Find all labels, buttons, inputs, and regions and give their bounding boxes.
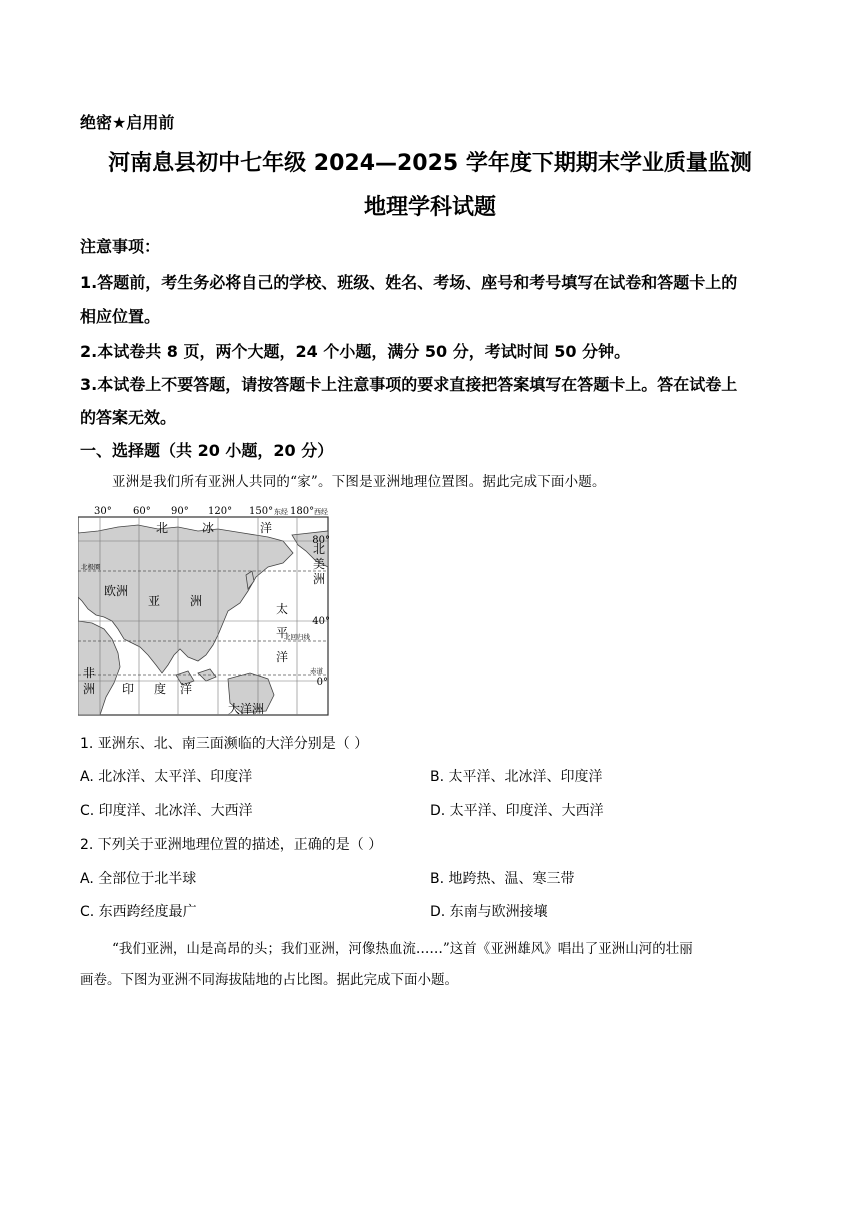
question-2-stem: 2. 下列关于亚洲地理位置的描述，正确的是（ ） [80,837,383,853]
section-heading: 一、选择题（共 20 小题，20 分） [80,441,334,460]
lon-label: 西经 [314,508,328,516]
ocean-label-pacific: 太 [276,602,289,616]
lat-label: 0° [316,677,328,688]
exam-subtitle: 地理学科试题 [363,195,496,220]
notice-item-2: 2.本试卷共 8 页，两个大题，24 个小题，满分 50 分，考试时间 50 分钟。 [80,342,631,361]
question-1-option-b: B. 太平洋、北冰洋、印度洋 [430,769,603,785]
continent-label-africa: 洲 [83,682,96,696]
lon-label: 90° [171,506,189,517]
notice-item-1-cont: 相应位置。 [80,307,161,326]
ocean-label-arctic: 洋 [260,521,273,535]
question-2-option-d: D. 东南与欧洲接壤 [430,904,548,920]
question-2-option-a: A. 全部位于北半球 [80,871,197,887]
notice-item-1: 1.答题前，考生务必将自己的学校、班级、姓名、考场、座号和考号填写在试卷和答题卡上的 [80,273,738,292]
ocean-label-pacific: 平 [276,626,289,640]
continent-label-north-america: 北 [313,542,326,556]
tropic-cancer-label: 北回归线 [284,633,310,641]
lon-label: 150° [249,506,274,517]
continent-label-europe: 欧洲 [104,584,129,598]
passage-line-2: 画卷。下图为亚洲不同海拔陆地的占比图。据此完成下面小题。 [80,972,458,988]
ocean-label-pacific: 洋 [276,650,289,664]
continent-label-asia: 洲 [190,594,203,608]
notice-item-3-cont: 的答案无效。 [80,408,177,427]
continent-label-asia: 亚 [148,594,161,608]
question-1-stem: 1. 亚洲东、北、南三面濒临的大洋分别是（ ） [80,736,369,752]
continent-label-north-america: 美 [313,557,326,571]
ocean-label-arctic: 冰 [202,521,215,535]
lon-label: 180° [290,506,315,517]
lon-label: 30° [94,506,112,517]
question-1-option-a: A. 北冰洋、太平洋、印度洋 [80,769,253,785]
lon-label: 东经 [274,508,288,516]
section-intro: 亚洲是我们所有亚洲人共同的“家”。下图是亚洲地理位置图。据此完成下面小题。 [112,474,606,490]
ocean-label-indian: 度 [154,682,167,696]
continent-label-oceania: 大洋洲 [228,702,265,716]
lat-label: 40° [312,616,330,627]
notice-heading: 注意事项： [80,237,161,256]
continent-label-north-america: 洲 [313,572,326,586]
lon-label: 120° [208,506,233,517]
asia-location-map [78,505,330,717]
question-2-option-b: B. 地跨热、温、寒三带 [430,871,575,887]
ocean-label-indian: 洋 [180,682,193,696]
question-1-option-d: D. 太平洋、印度洋、大西洋 [430,803,604,819]
question-2-option-c: C. 东西跨经度最广 [80,904,197,920]
ocean-label-arctic: 北 [156,521,169,535]
question-1-option-c: C. 印度洋、北冰洋、大西洋 [80,803,253,819]
notice-item-3: 3.本试卷上不要答题，请按答题卡上注意事项的要求直接把答案填写在答题卡上。答在试卷上 [80,375,738,394]
lon-label: 60° [133,506,151,517]
equator-label: 赤道 [310,667,323,675]
exam-title: 河南息县初中七年级 2024—2025 学年度下期期末学业质量监测 [108,151,752,176]
arctic-circle-label: 北极圈 [81,563,101,571]
continent-label-africa: 非 [83,666,96,680]
ocean-label-indian: 印 [122,682,135,696]
lat-label: 80° [312,535,330,546]
confidential-label: 绝密★启用前 [80,113,175,132]
passage-line-1: “我们亚洲，山是高昂的头；我们亚洲，河像热血流……”这首《亚洲雄风》唱出了亚洲山河的壮丽 [112,941,693,957]
